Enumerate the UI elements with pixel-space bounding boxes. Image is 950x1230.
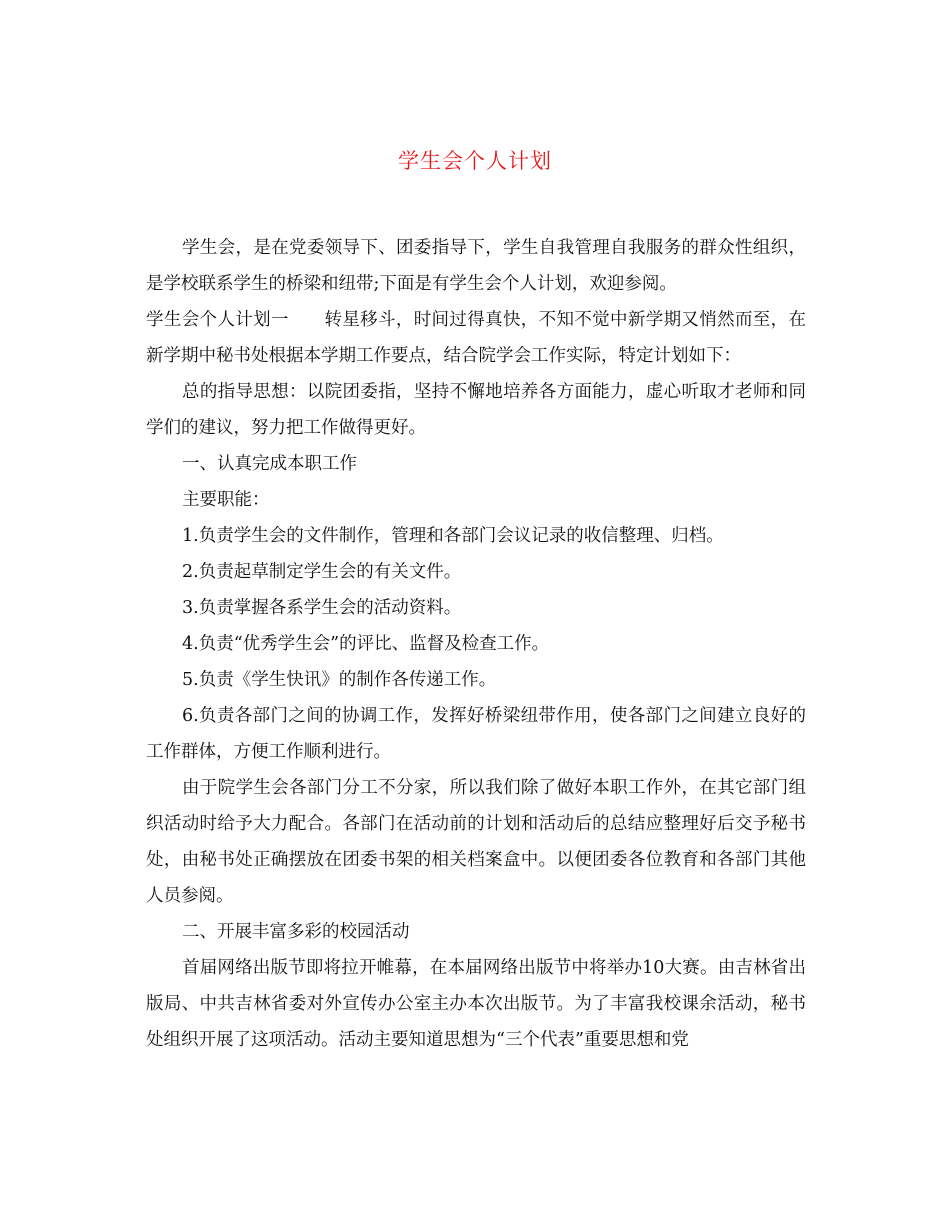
paragraph: 5.负责《学生快讯》的制作各传递工作。 (182, 670, 497, 690)
paragraph: 4.负责“优秀学生会”的评比、监督及检查工作。 (182, 634, 550, 654)
paragraph: 3.负责掌握各系学生会的活动资料。 (182, 598, 462, 618)
paragraph: 学生会个人计划一 转星移斗，时间过得真快，不知不觉中新学期又悄然而至，在新学期中秘书处根据本学期工作要点，结合院学会工作实际，特定计划如下： (146, 310, 806, 366)
paragraph: 2.负责起草制定学生会的有关文件。 (182, 562, 462, 582)
paragraph: 学生会，是在党委领导下、团委指导下，学生自我管理自我服务的群众性组织，是学校联系学生的桥梁和纽带;下面是有学生会个人计划，欢迎参阅。 (146, 238, 806, 294)
paragraph: 6.负责各部门之间的协调工作，发挥好桥梁纽带作用，使各部门之间建立良好的工作群体，方便工作顺利进行。 (146, 706, 806, 762)
paragraph: 二、开展丰富多彩的校园活动 (182, 922, 410, 942)
paragraph: 1.负责学生会的文件制作，管理和各部门会议记录的收信整理、归档。 (182, 526, 724, 546)
paragraph: 一、认真完成本职工作 (182, 454, 357, 474)
document-title: 学生会个人计划 (398, 149, 552, 173)
paragraph: 首届网络出版节即将拉开帷幕，在本届网络出版节中将举办10大赛。由吉林省出版局、中共吉林省委对外宣传办公室主办本次出版节。为了丰富我校课余活动，秘书处组织开展了这项活动。活动主要知道思想为“三个代表”重要思想和党 (146, 958, 806, 1050)
paragraph: 总的指导思想：以院团委指，坚持不懈地培养各方面能力，虚心听取才老师和同学们的建议，努力把工作做得更好。 (146, 382, 806, 438)
document-body (146, 230, 806, 1058)
paragraph: 主要职能： (182, 490, 270, 510)
paragraph: 由于院学生会各部门分工不分家，所以我们除了做好本职工作外，在其它部门组织活动时给予大力配合。各部门在活动前的计划和活动后的总结应整理好后交予秘书处，由秘书处正确摆放在团委书架的相关档案盒中。以便团委各位教育和各部门其他人员参阅。 (146, 778, 806, 906)
